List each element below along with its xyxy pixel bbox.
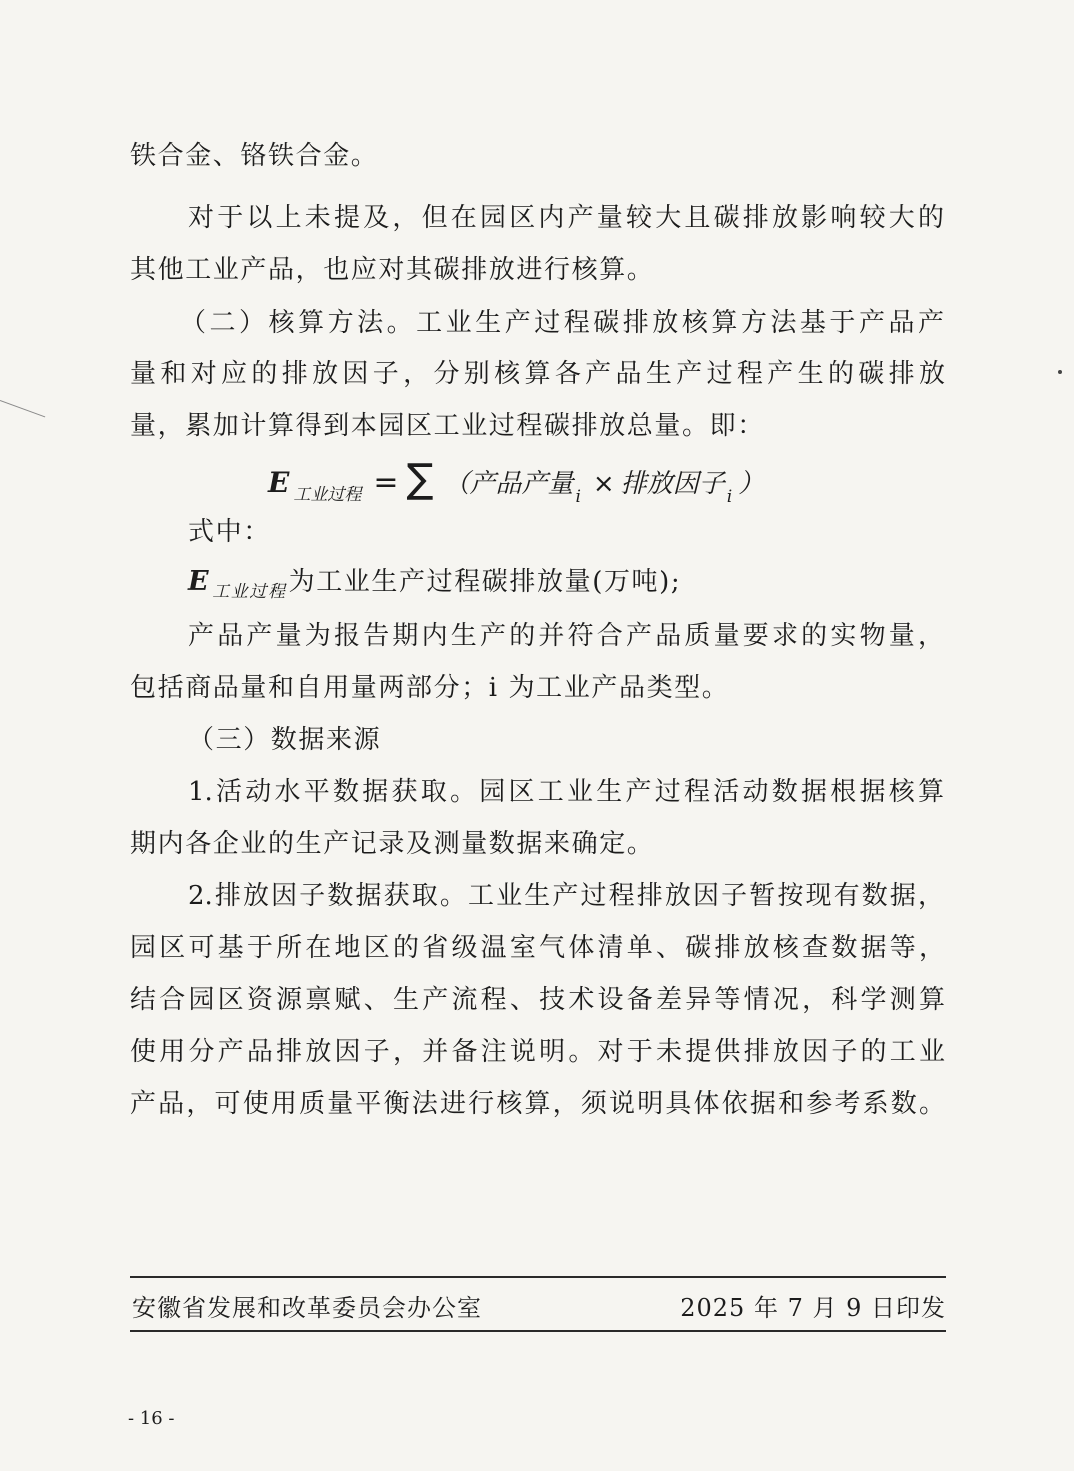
footer-rule-top xyxy=(130,1276,946,1278)
text-line-5: 量和对应的排放因子，分别核算各产品生产过程产生的碳排放 xyxy=(130,359,945,389)
item-1-line-2: 期内各企业的生产记录及测量数据来确定。 xyxy=(130,829,655,859)
item-2-line-4: 使用分产品排放因子，并备注说明。对于未提供排放因子的工业 xyxy=(130,1037,945,1067)
where-label: 式中： xyxy=(188,517,271,547)
footer-issuer: 安徽省发展和改革委员会办公室 xyxy=(132,1294,482,1322)
item-2-line-5: 产品，可使用质量平衡法进行核算，须说明具体依据和参考系数。 xyxy=(130,1089,945,1119)
formula-index-1: i xyxy=(575,487,581,507)
item-2-line-3: 结合园区资源禀赋、生产流程、技术设备差异等情况，科学测算 xyxy=(130,985,945,1015)
text-line-2: 对于以上未提及，但在园区内产量较大且碳排放影响较大的 xyxy=(188,203,944,233)
item-2-line-2: 园区可基于所在地区的省级温室气体清单、碳排放核查数据等， xyxy=(130,933,945,963)
text-line-product-def: 产品产量为报告期内生产的并符合产品质量要求的实物量， xyxy=(188,621,944,651)
formula-term-factor: 排放因子 xyxy=(620,469,725,499)
formula-sum: ∑ xyxy=(406,456,434,502)
emission-formula xyxy=(268,456,764,506)
formula-equals: = xyxy=(373,465,399,500)
scan-artifact-line xyxy=(0,400,45,417)
section-2-heading-line: （二）核算方法。工业生产过程碳排放核算方法基于产品产 xyxy=(180,308,944,338)
footer-rule-bottom xyxy=(130,1330,946,1332)
def-symbol-e: E xyxy=(188,566,211,597)
item-1-line-1: 1.活动水平数据获取。园区工业生产过程活动数据根据核算 xyxy=(188,777,944,807)
formula-open-paren: （ xyxy=(443,469,470,499)
def-subscript: 工业过程 xyxy=(212,582,287,602)
item-2-line-1: 2.排放因子数据获取。工业生产过程排放因子暂按现有数据， xyxy=(188,881,944,911)
footer-date: 2025 年 7 月 9 日印发 xyxy=(680,1294,946,1322)
scan-artifact-dot xyxy=(1058,370,1062,374)
formula-subscript: 工业过程 xyxy=(293,485,362,505)
formula-close-paren: ） xyxy=(738,469,765,499)
text-line-1: 铁合金、铬铁合金。 xyxy=(130,141,379,171)
formula-times: × xyxy=(592,469,615,499)
formula-index-2: i xyxy=(726,487,733,507)
definition-e xyxy=(188,566,1003,601)
text-line-product-def-2: 包括商品量和自用量两部分；i 为工业产品类型。 xyxy=(130,673,730,703)
section-3-heading: （三）数据来源 xyxy=(188,725,382,755)
formula-term-production: 产品产量 xyxy=(469,469,574,499)
formula-symbol-e: E xyxy=(268,466,290,499)
text-line-6: 量，累加计算得到本园区工业过程碳排放总量。即： xyxy=(130,411,765,441)
text-line-3: 其他工业产品，也应对其碳排放进行核算。 xyxy=(130,255,655,285)
def-text: 为工业生产过程碳排放量(万吨); xyxy=(288,567,682,597)
page-number: - 16 - xyxy=(128,1408,175,1429)
